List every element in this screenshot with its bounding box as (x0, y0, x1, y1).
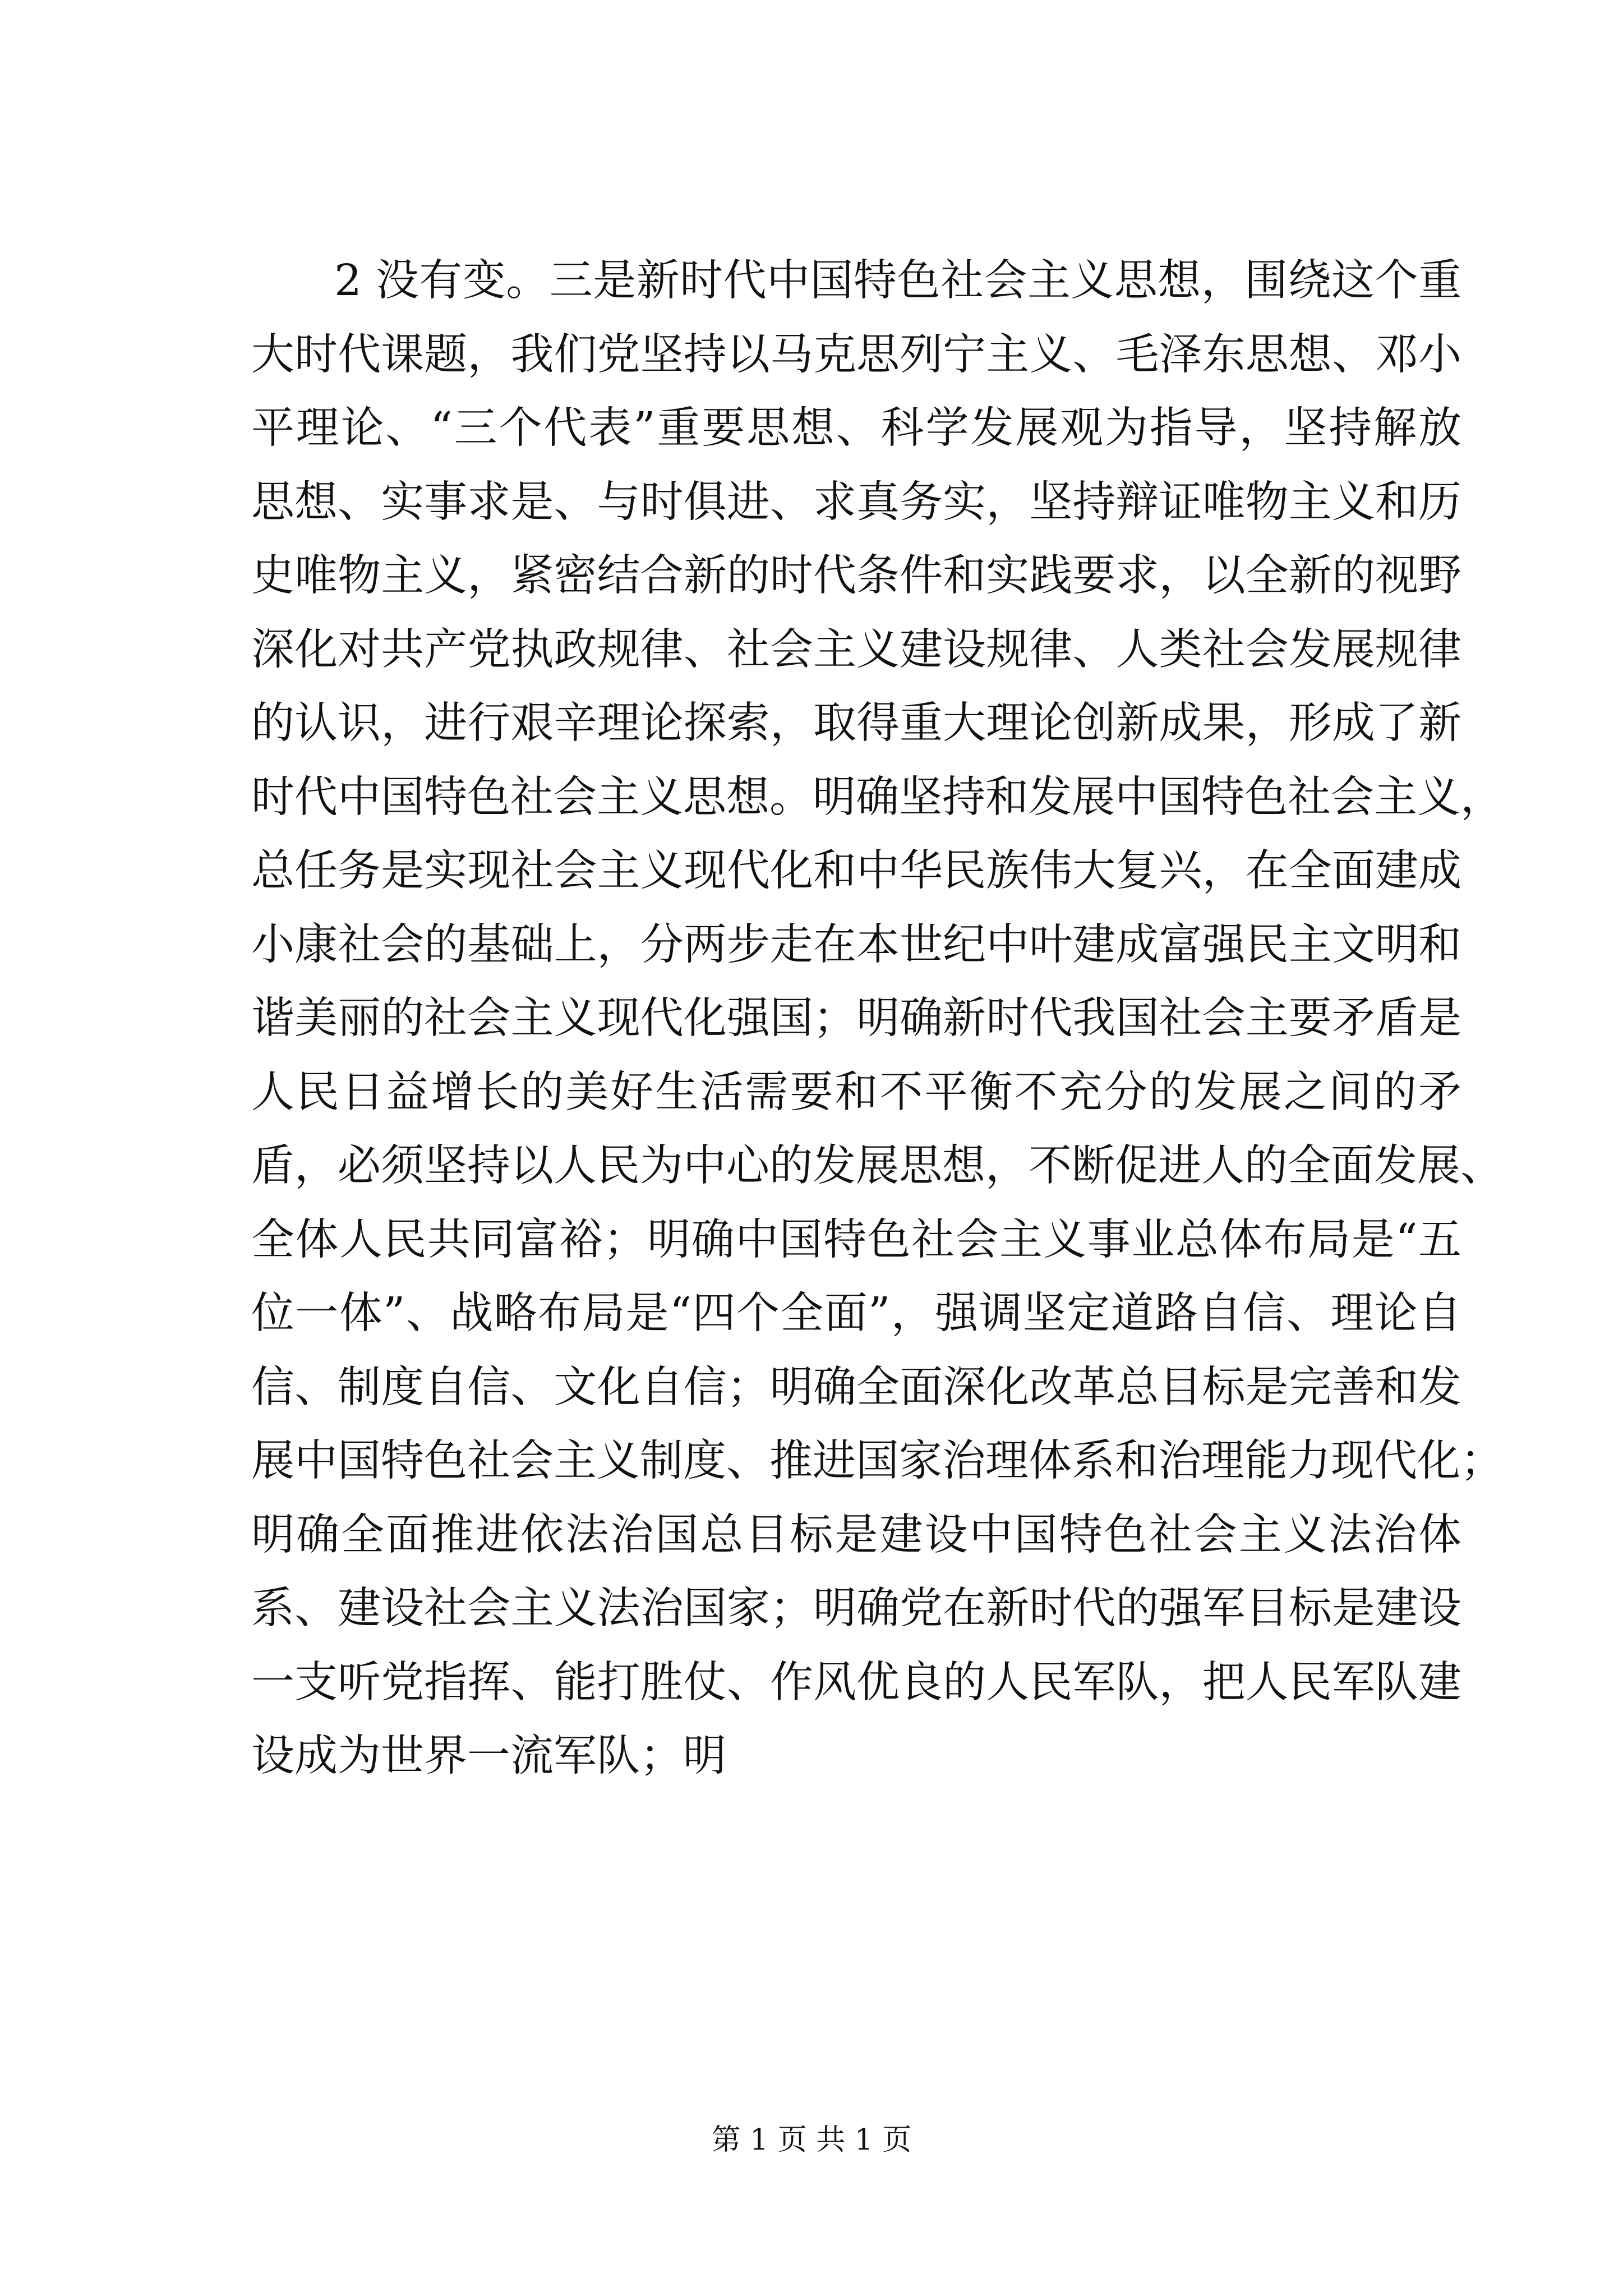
text-line: 平理论、“三个代表”重要思想、科学发展观为指导，坚持解放 (251, 403, 1461, 453)
text-line: 盾，必须坚持以人民为中心的发展思想，不断促进人的全面发展、 (251, 1141, 1504, 1191)
body-paragraph (251, 244, 1504, 1793)
text-line: 2 没有变。三是新时代中国特色社会主义思想，围绕这个重 (334, 256, 1461, 306)
text-line: 时代中国特色社会主义思想。明确坚持和发展中国特色社会主义， (251, 772, 1504, 822)
text-line: 小康社会的基础上，分两步走在本世纪中叶建成富强民主文明和 (251, 919, 1461, 970)
page-number-label: 第 1 页 共 1 页 (711, 2123, 912, 2157)
text-line: 全体人民共同富裕；明确中国特色社会主义事业总体布局是“五 (251, 1214, 1461, 1265)
text-line: 设成为世界一流军队；明 (251, 1731, 726, 1781)
text-line: 总任务是实现社会主义现代化和中华民族伟大复兴，在全面建成 (251, 846, 1461, 896)
text-line: 信、制度自信、文化自信；明确全面深化改革总目标是完善和发 (251, 1362, 1461, 1412)
text-line: 思想、实事求是、与时俱进、求真务实，坚持辩证唯物主义和历 (251, 477, 1461, 527)
text-line: 一支听党指挥、能打胜仗、作风优良的人民军队，把人民军队建 (251, 1657, 1461, 1708)
page-footer (0, 2120, 1623, 2160)
text-line: 展中国特色社会主义制度、推进国家治理体系和治理能力现代化； (251, 1436, 1504, 1486)
text-line: 位一体”、战略布局是“四个全面”，强调坚定道路自信、理论自 (251, 1289, 1461, 1338)
text-line: 深化对共产党执政规律、社会主义建设规律、人类社会发展规律 (251, 624, 1461, 675)
text-line: 明确全面推进依法治国总目标是建设中国特色社会主义法治体 (251, 1510, 1461, 1560)
text-line: 谐美丽的社会主义现代化强国；明确新时代我国社会主要矛盾是 (251, 993, 1461, 1043)
text-line: 大时代课题，我们党坚持以马克思列宁主义、毛泽东思想、邓小 (251, 329, 1461, 380)
text-line: 人民日益增长的美好生活需要和不平衡不充分的发展之间的矛 (251, 1067, 1461, 1117)
text-line: 的认识，进行艰辛理论探索，取得重大理论创新成果，形成了新 (251, 698, 1461, 748)
text-line: 系、建设社会主义法治国家；明确党在新时代的强军目标是建设 (251, 1584, 1461, 1634)
text-line: 史唯物主义，紧密结合新的时代条件和实践要求，以全新的视野 (251, 551, 1461, 601)
